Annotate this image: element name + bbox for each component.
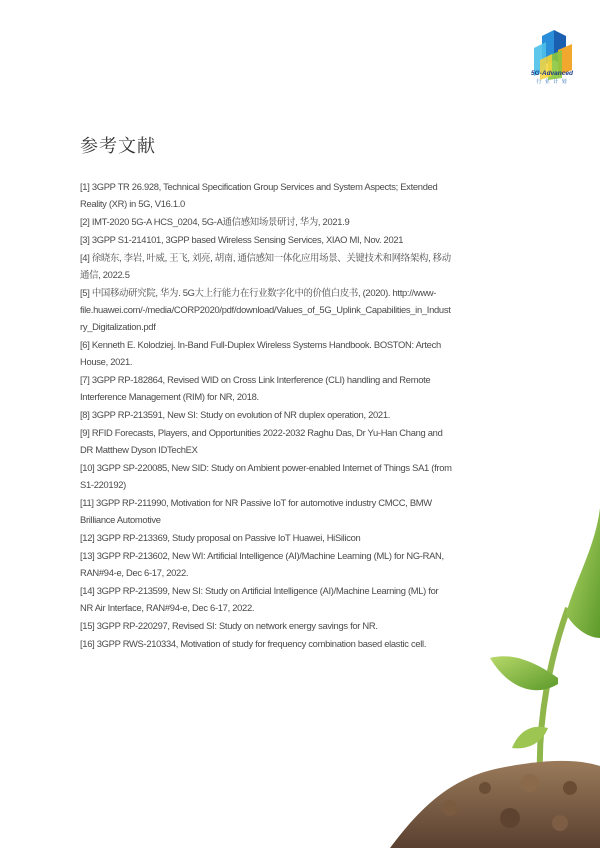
reference-item: [8] 3GPP RP-213591, New SI: Study on evolution of NR duplex operation, 2021. bbox=[80, 409, 391, 420]
reference-item: [7] 3GPP RP-182864, Revised WID on Cross Link Interference (CLI) handling and Remote Interference Management (RIM) for NR, 2018. bbox=[80, 374, 431, 402]
reference-item: [14] 3GPP RP-213599, New SI: Study on Artificial Intelligence (AI)/Machine Learning (ML) for NR Air Interface, RAN#94-e, Dec 6-17, 2022. bbox=[80, 585, 439, 613]
logo-subtext: 行 业 计 划 bbox=[536, 79, 568, 85]
reference-item: [5] 中国移动研究院, 华为. 5G大上行能力在行业数字化中的价值白皮书, (2020). http://www-file.huawei.com/-/media/CORP2020/pdf/download/Values_of_5G_Uplink_Capabilities_in_Industry_Digitalization.pdf bbox=[80, 287, 451, 332]
reference-item: [1] 3GPP TR 26.928, Technical Specification Group Services and System Aspects; Extended Reality (XR) in 5G, V16.1.0 bbox=[80, 181, 438, 209]
reference-item: [10] 3GPP SP-220085, New SID: Study on Ambient power-enabled Internet of Things SA1 (from S1-220192) bbox=[80, 462, 452, 490]
reference-item: [13] 3GPP RP-213602, New WI: Artificial Intelligence (AI)/Machine Learning (ML) for NG-RAN, RAN#94-e, Dec 6-17, 2022. bbox=[80, 550, 444, 578]
reference-item: [4] 徐晓东, 李岩, 叶威, 王飞, 刘亮, 胡南, 通信感知一体化应用场景、关键技术和网络架构, 移动通信, 2022.5 bbox=[80, 252, 451, 280]
reference-item: [2] IMT-2020 5G-A HCS_0204, 5G-A通信感知场景研讨, 华为, 2021.9 bbox=[80, 216, 350, 227]
reference-item: [12] 3GPP RP-213369, Study proposal on Passive IoT Huawei, HiSilicon bbox=[80, 532, 361, 543]
plant-sprout-illustration bbox=[390, 488, 600, 848]
reference-item: [6] Kenneth E. Kolodziej. In-Band Full-Duplex Wireless Systems Handbook. BOSTON: Artech House, 2021. bbox=[80, 339, 441, 367]
logo-text: 5G-Advanced bbox=[531, 70, 573, 77]
page-title: 参考文献 bbox=[80, 136, 156, 157]
reference-item: [16] 3GPP RWS-210334, Motivation of study for frequency combination based elastic cell. bbox=[80, 638, 427, 649]
reference-item: [9] RFID Forecasts, Players, and Opportunities 2022-2032 Raghu Das, Dr Yu-Han Chang and DR Matthew Dyson IDTechEX bbox=[80, 427, 443, 455]
reference-item: [15] 3GPP RP-220297, Revised SI: Study on network energy savings for NR. bbox=[80, 620, 378, 631]
reference-item: [11] 3GPP RP-211990, Motivation for NR Passive IoT for automotive industry CMCC, BMW Brilliance Automotive bbox=[80, 497, 432, 525]
reference-item: [3] 3GPP S1-214101, 3GPP based Wireless Sensing Services, XIAO MI, Nov. 2021 bbox=[80, 234, 404, 245]
